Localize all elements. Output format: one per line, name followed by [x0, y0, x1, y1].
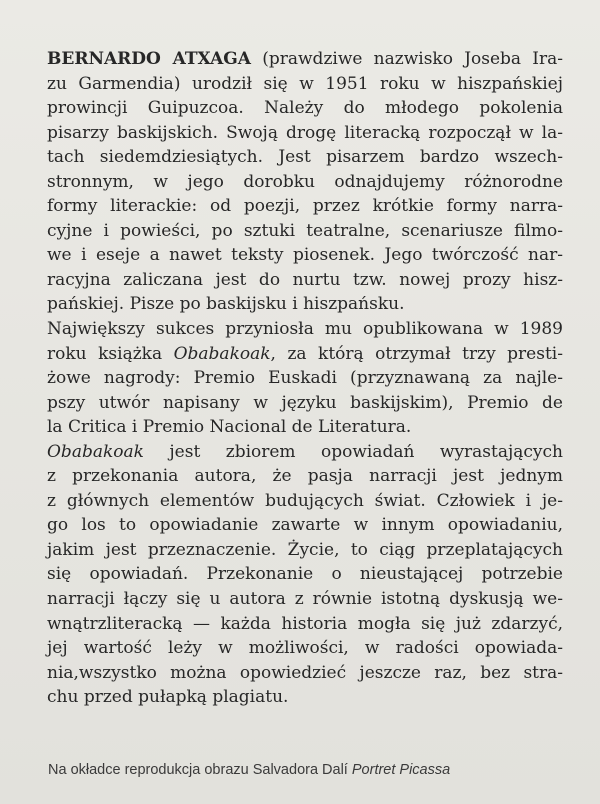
text-line: Największy sukces przyniosła mu opublikowana w 1989: [47, 319, 563, 340]
text-line: wnątrzliteracką — każda historia mogła się już zdarzyć,: [47, 613, 563, 634]
text-line: la Critica i Premio Nacional de Literatura.: [47, 417, 412, 438]
cover-art-caption: [48, 760, 450, 780]
author-biography: [47, 47, 563, 710]
text-fragment: , za którą otrzymał trzy presti-: [270, 343, 563, 364]
text-fragment: roku książka: [47, 343, 174, 364]
text-line: formy literackie: od poezji, przez krótkie formy narra-: [47, 196, 563, 217]
text-line: zu Garmendia) urodził się w 1951 roku w hiszpańskiej: [47, 73, 563, 94]
caption-text: Na okładce reprodukcja obrazu Salvadora Dalí: [48, 762, 352, 778]
text-fragment: (prawdziwe nazwisko Joseba Ira-: [262, 49, 563, 69]
text-line: żowe nagrody: Premio Euskadi (przyznawaną za najle-: [47, 368, 563, 389]
text-line: [47, 342, 563, 367]
text-line: stronnym, w jego dorobku odnajdujemy różnorodne: [47, 171, 563, 192]
text-line: cyjne i powieści, po sztuki teatralne, scenariusze filmo-: [47, 220, 563, 241]
book-title: Obabakoak: [173, 343, 271, 364]
text-line: z głównych elementów budujących świat. Człowiek i je-: [47, 490, 563, 511]
text-line: we i eseje a nawet teksty piosenek. Jego twórczość nar-: [47, 245, 563, 266]
text-line: racyjna zaliczana jest do nurtu tzw. nowej prozy hisz-: [47, 269, 563, 290]
book-title: Obabakoak: [47, 441, 144, 462]
painting-title: Portret Picassa: [351, 762, 451, 778]
author-name: BERNARDO ATXAGA: [47, 49, 251, 69]
text-line: się opowiadań. Przekonanie o nieustającej potrzebie: [47, 564, 563, 585]
text-line: [47, 440, 563, 465]
text-line: tach siedemdziesiątych. Jest pisarzem bardzo wszech-: [47, 147, 563, 168]
text-line: narracji łączy się u autora z równie istotną dyskusją we-: [47, 589, 563, 610]
text-line: pisarzy baskijskich. Swoją drogę literacką rozpoczął w la-: [47, 122, 563, 143]
text-line: prowincji Guipuzcoa. Należy do młodego pokolenia: [47, 98, 563, 119]
text-line: chu przed pułapką plagiatu.: [47, 687, 289, 708]
text-line: jakim jest przeznaczenie. Życie, to ciąg przeplatających: [47, 539, 563, 560]
text-line: pańskiej. Pisze po baskijsku i hiszpańsku.: [47, 294, 405, 315]
text-line: jej wartość leży w możliwości, w radości opowiada-: [47, 638, 563, 659]
text-line: go los to opowiadanie zawarte w innym opowiadaniu,: [47, 515, 563, 536]
text-line: nia,wszystko można opowiedzieć jeszcze raz, bez stra-: [47, 662, 563, 683]
text-fragment: jest zbiorem opowiadań wyrastających: [143, 441, 563, 462]
text-line: [47, 47, 563, 72]
text-line: pszy utwór napisany w języku baskijskim), Premio de: [47, 392, 563, 413]
text-line: z przekonania autora, że pasja narracji jest jednym: [47, 466, 563, 487]
